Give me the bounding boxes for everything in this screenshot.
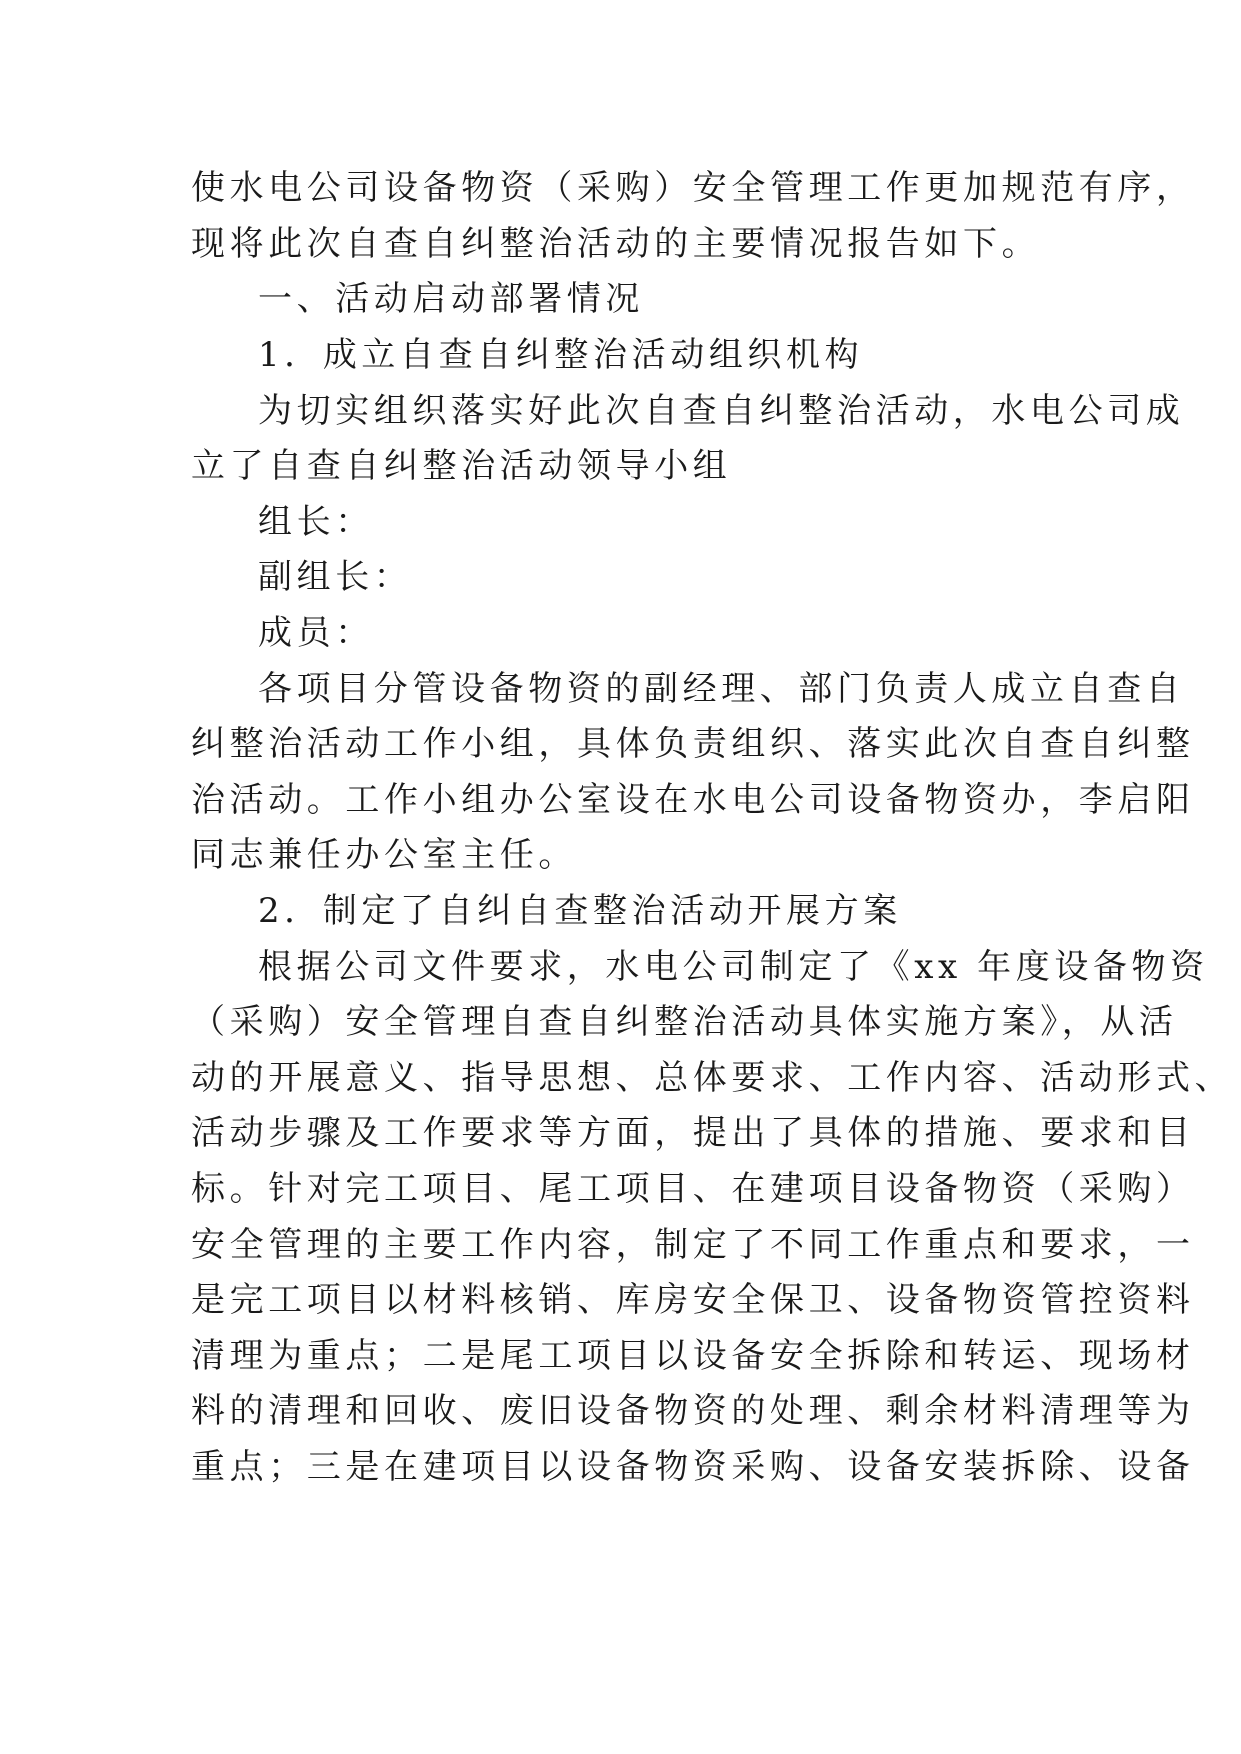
text-line: 安全管理的主要工作内容，制定了不同工作重点和要求，一 <box>191 1225 1195 1265</box>
members-label: 成员： <box>258 613 374 653</box>
text-line: 标。针对完工项目、尾工项目、在建项目设备物资（采购） <box>191 1169 1195 1209</box>
subsection-heading: 2．制定了自纠自查整治活动开展方案 <box>258 891 902 931</box>
text-line: 治活动。工作小组办公室设在水电公司设备物资办，李启阳 <box>191 780 1195 820</box>
text-line: 为切实组织落实好此次自查自纠整治活动，水电公司成 <box>258 391 1185 431</box>
text-line: 立了自查自纠整治活动领导小组 <box>191 446 732 486</box>
text-line: 根据公司文件要求，水电公司制定了《xx 年度设备物资 <box>258 947 1209 987</box>
text-line: 动的开展意义、指导思想、总体要求、工作内容、活动形式、 <box>191 1058 1234 1098</box>
text-line: 清理为重点；二是尾工项目以设备安全拆除和转运、现场材 <box>191 1336 1195 1376</box>
text-line: 现将此次自查自纠整治活动的主要情况报告如下。 <box>191 224 1041 264</box>
text-line: 料的清理和回收、废旧设备物资的处理、剩余材料清理等为 <box>191 1391 1195 1431</box>
deputy-leader-label: 副组长： <box>258 557 413 597</box>
section-heading: 一、活动启动部署情况 <box>258 279 644 319</box>
text-line: 重点；三是在建项目以设备物资采购、设备安装拆除、设备 <box>191 1447 1195 1487</box>
text-line: 同志兼任办公室主任。 <box>191 835 577 875</box>
leader-label: 组长： <box>258 502 374 542</box>
subsection-heading: 1．成立自查自纠整治活动组织机构 <box>258 335 864 375</box>
text-line: （采购）安全管理自查自纠整治活动具体实施方案》，从活 <box>191 1002 1178 1042</box>
text-line: 是完工项目以材料核销、库房安全保卫、设备物资管控资料 <box>191 1280 1195 1320</box>
text-line: 使水电公司设备物资（采购）安全管理工作更加规范有序， <box>191 168 1195 208</box>
text-line: 各项目分管设备物资的副经理、部门负责人成立自查自 <box>258 669 1185 709</box>
text-line: 活动步骤及工作要求等方面，提出了具体的措施、要求和目 <box>191 1113 1195 1153</box>
text-line: 纠整治活动工作小组，具体负责组织、落实此次自查自纠整 <box>191 724 1195 764</box>
